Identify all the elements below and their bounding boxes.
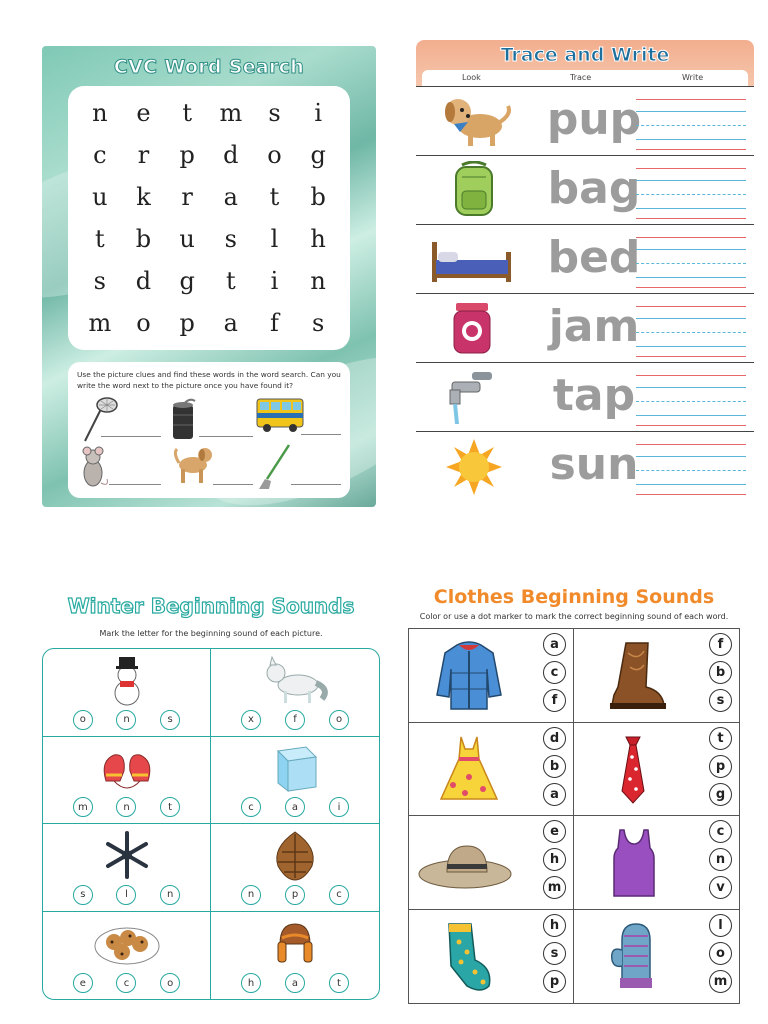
- letter-option[interactable]: x: [241, 710, 261, 730]
- letter-option[interactable]: h: [543, 848, 566, 871]
- grid-letter[interactable]: r: [137, 141, 150, 169]
- worksheet-subtitle: Color or use a dot marker to mark the correct beginning sound of each word.: [419, 612, 729, 621]
- cookies-icon: [92, 916, 162, 970]
- letter-option[interactable]: f: [709, 633, 732, 656]
- sound-cell: [574, 910, 739, 1004]
- dog-icon: [169, 443, 215, 487]
- can-clue: [169, 395, 253, 439]
- letter-option[interactable]: f: [543, 689, 566, 712]
- letter-option[interactable]: c: [241, 797, 261, 817]
- grid-letter[interactable]: d: [135, 267, 152, 295]
- answer-line[interactable]: [199, 436, 253, 437]
- grid-letter[interactable]: b: [135, 225, 152, 253]
- column-header-write: Write: [682, 73, 704, 82]
- sound-cell: [211, 912, 379, 1000]
- worksheet-title: Trace and Write: [500, 44, 670, 66]
- letter-option[interactable]: t: [329, 973, 349, 993]
- grid-letter[interactable]: n: [92, 99, 108, 127]
- sunhat-icon: [417, 826, 517, 900]
- fox-icon: [260, 653, 330, 707]
- grid-letter[interactable]: r: [181, 183, 193, 211]
- grid-letter[interactable]: i: [314, 99, 322, 127]
- can-icon: [169, 395, 199, 443]
- letter-option[interactable]: a: [543, 633, 566, 656]
- puppy-icon: [428, 92, 518, 150]
- grid-letter[interactable]: k: [136, 183, 151, 211]
- sound-cell: [211, 737, 379, 825]
- letter-option[interactable]: d: [543, 727, 566, 750]
- letter-option[interactable]: a: [285, 797, 305, 817]
- letter-option[interactable]: i: [329, 797, 349, 817]
- letter-grid: [68, 86, 350, 350]
- letter-option[interactable]: t: [709, 727, 732, 750]
- grid-letter[interactable]: c: [93, 141, 107, 169]
- letter-option[interactable]: b: [709, 661, 732, 684]
- sound-grid: [408, 628, 740, 1004]
- grid-letter[interactable]: l: [270, 225, 279, 253]
- grid-letter[interactable]: s: [93, 267, 106, 295]
- worksheet-title: Winter Beginning Sounds: [67, 594, 355, 618]
- bus-clue: [255, 393, 339, 437]
- grid-letter[interactable]: h: [310, 225, 326, 253]
- mitten-icon: [592, 920, 676, 994]
- sound-cell: [409, 629, 574, 723]
- letter-option[interactable]: n: [116, 710, 136, 730]
- grid-letter[interactable]: i: [270, 267, 279, 295]
- tap-icon: [428, 368, 518, 426]
- grid-letter[interactable]: a: [223, 183, 238, 211]
- jacket-icon: [427, 639, 511, 713]
- letter-option[interactable]: s: [543, 942, 566, 965]
- sound-cell: [574, 723, 739, 817]
- letter-option[interactable]: s: [160, 710, 180, 730]
- letter-option[interactable]: c: [709, 820, 732, 843]
- clothes-beginning-sounds-worksheet: [406, 584, 742, 1004]
- letter-option[interactable]: n: [160, 885, 180, 905]
- letter-option[interactable]: m: [73, 797, 93, 817]
- mop-icon: [255, 443, 295, 491]
- letter-option[interactable]: c: [543, 661, 566, 684]
- letter-option[interactable]: p: [285, 885, 305, 905]
- letter-option[interactable]: g: [709, 783, 732, 806]
- letter-option[interactable]: e: [543, 820, 566, 843]
- sound-cell: [43, 649, 211, 737]
- grid-letter[interactable]: m: [88, 309, 112, 337]
- trace-word: sun: [549, 439, 639, 490]
- trace-word: pup: [546, 94, 642, 145]
- cvc-word-search-worksheet: [42, 46, 376, 507]
- snowflake-icon: [92, 828, 162, 882]
- tie-icon: [592, 733, 676, 807]
- grid-letter[interactable]: t: [95, 225, 105, 253]
- bed-icon: [428, 230, 518, 288]
- trace-row: [416, 431, 754, 499]
- winter-beginning-sounds-worksheet: [40, 588, 382, 1000]
- picture-clues-panel: [68, 362, 350, 498]
- sound-cell: [211, 824, 379, 912]
- sound-cell: [409, 910, 574, 1004]
- boot-icon: [592, 639, 676, 713]
- writing-lines[interactable]: [636, 373, 746, 425]
- grid-letter[interactable]: o: [136, 309, 151, 337]
- grid-letter[interactable]: u: [92, 183, 108, 211]
- column-header-trace: Trace: [570, 73, 592, 82]
- answer-line[interactable]: [301, 434, 341, 435]
- sun-icon: [428, 437, 518, 495]
- letter-option[interactable]: o: [709, 942, 732, 965]
- writing-lines[interactable]: [636, 97, 746, 149]
- grid-letter[interactable]: o: [267, 141, 282, 169]
- worksheet-title: Clothes Beginning Sounds: [433, 586, 715, 608]
- answer-line[interactable]: [101, 436, 161, 437]
- letter-option[interactable]: n: [709, 848, 732, 871]
- trace-word: bag: [547, 163, 641, 214]
- tank-top-icon: [592, 826, 676, 900]
- letter-option[interactable]: h: [241, 973, 261, 993]
- grid-letter[interactable]: g: [179, 267, 195, 295]
- sock-icon: [427, 920, 511, 994]
- letter-option[interactable]: t: [160, 797, 180, 817]
- rat-icon: [79, 443, 109, 491]
- letter-option[interactable]: n: [116, 797, 136, 817]
- worksheet-title: CVC Word Search: [113, 56, 305, 78]
- grid-letter[interactable]: s: [224, 225, 237, 253]
- letter-option[interactable]: a: [285, 973, 305, 993]
- letter-option[interactable]: p: [709, 755, 732, 778]
- letter-option[interactable]: m: [543, 876, 566, 899]
- mop-clue: [255, 443, 339, 487]
- trace-row: [416, 86, 754, 154]
- trace-and-write-worksheet: [416, 40, 754, 506]
- writing-lines[interactable]: [636, 166, 746, 218]
- sound-cell: [409, 723, 574, 817]
- letter-option[interactable]: o: [160, 973, 180, 993]
- trace-row: [416, 224, 754, 292]
- trace-word: bed: [547, 232, 641, 283]
- ice-cube-icon: [260, 741, 330, 795]
- grid-letter[interactable]: t: [182, 99, 192, 127]
- letter-option[interactable]: n: [241, 885, 261, 905]
- jam-jar-icon: [428, 299, 518, 357]
- letter-option[interactable]: b: [543, 755, 566, 778]
- column-headers: [422, 70, 748, 86]
- letter-option[interactable]: s: [709, 689, 732, 712]
- answer-line[interactable]: [291, 484, 341, 485]
- grid-letter[interactable]: m: [219, 99, 243, 127]
- letter-option[interactable]: l: [709, 914, 732, 937]
- trace-word: jam: [548, 301, 640, 352]
- letter-option[interactable]: o: [329, 710, 349, 730]
- mittens-icon: [92, 741, 162, 795]
- sound-cell: [43, 737, 211, 825]
- grid-letter[interactable]: b: [310, 183, 326, 211]
- net-clue: [79, 395, 163, 439]
- letter-option[interactable]: h: [543, 914, 566, 937]
- pinecone-icon: [260, 828, 330, 882]
- grid-letter[interactable]: u: [179, 225, 195, 253]
- letter-option[interactable]: e: [73, 973, 93, 993]
- rat-clue: [79, 443, 163, 487]
- letter-option[interactable]: o: [73, 710, 93, 730]
- grid-letter[interactable]: p: [179, 309, 195, 337]
- instructions-text: Use the picture clues and find these words in the word search. Can you write the word next to the picture once you have found it?: [77, 370, 341, 390]
- letter-option[interactable]: f: [285, 710, 305, 730]
- hat-icon: [260, 916, 330, 970]
- sound-cell: [574, 816, 739, 910]
- sound-cell: [43, 912, 211, 1000]
- writing-lines[interactable]: [636, 304, 746, 356]
- grid-letter[interactable]: g: [310, 141, 326, 169]
- sound-cell: [43, 824, 211, 912]
- answer-line[interactable]: [109, 484, 161, 485]
- sound-grid: [42, 648, 380, 1000]
- letter-option[interactable]: l: [116, 885, 136, 905]
- grid-letter[interactable]: d: [223, 141, 239, 169]
- trace-row: [416, 155, 754, 223]
- letter-option[interactable]: p: [543, 970, 566, 993]
- grid-letter[interactable]: p: [179, 141, 195, 169]
- letter-option[interactable]: s: [73, 885, 93, 905]
- letter-option[interactable]: c: [329, 885, 349, 905]
- grid-letter[interactable]: s: [268, 99, 281, 127]
- grid-letter[interactable]: a: [223, 309, 238, 337]
- column-header-look: Look: [462, 73, 481, 82]
- snowman-icon: [92, 653, 162, 707]
- trace-row: [416, 293, 754, 361]
- sound-cell: [574, 629, 739, 723]
- writing-lines[interactable]: [636, 235, 746, 287]
- answer-line[interactable]: [213, 484, 253, 485]
- letter-option[interactable]: v: [709, 876, 732, 899]
- trace-word: tap: [552, 370, 636, 421]
- grid-letter[interactable]: e: [136, 99, 151, 127]
- grid-letter[interactable]: t: [226, 267, 236, 295]
- worksheet-subtitle: Mark the letter for the beginning sound of each picture.: [99, 629, 323, 638]
- backpack-icon: [428, 161, 518, 219]
- dog-clue: [169, 443, 253, 487]
- letter-option[interactable]: m: [709, 970, 732, 993]
- bus-icon: [255, 393, 307, 435]
- grid-letter[interactable]: n: [310, 267, 326, 295]
- grid-letter[interactable]: s: [312, 309, 325, 337]
- writing-lines[interactable]: [636, 442, 746, 494]
- sound-cell: [211, 649, 379, 737]
- dress-icon: [427, 733, 511, 807]
- grid-letter[interactable]: f: [270, 309, 279, 337]
- trace-row: [416, 362, 754, 430]
- grid-letter[interactable]: t: [269, 183, 280, 211]
- sound-cell: [409, 816, 574, 910]
- letter-option[interactable]: a: [543, 783, 566, 806]
- letter-option[interactable]: c: [116, 973, 136, 993]
